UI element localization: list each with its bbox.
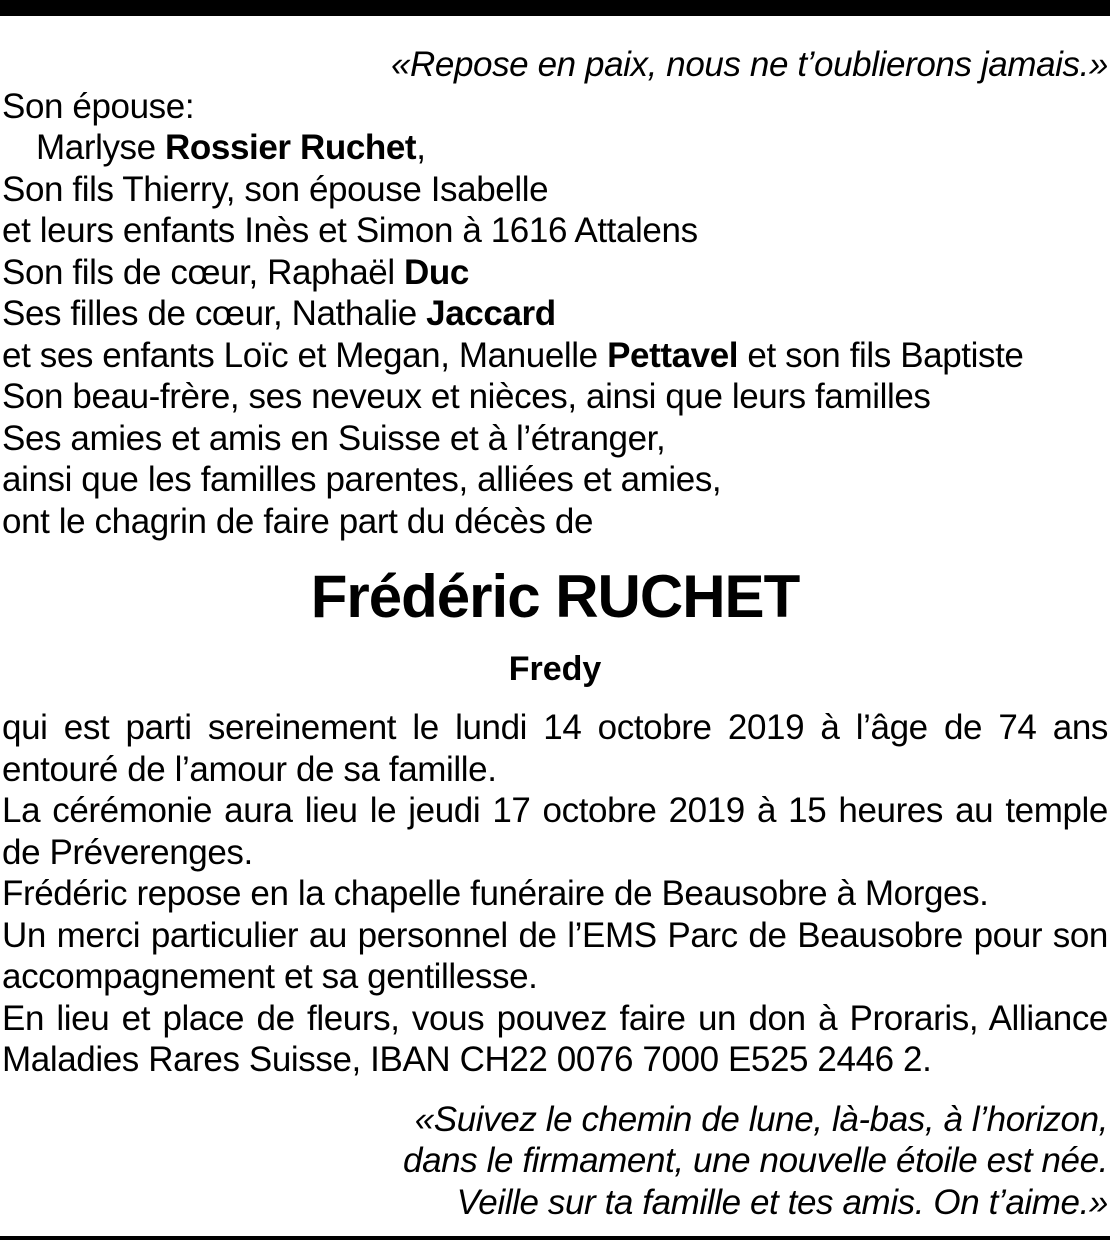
family-line-11: ont le chagrin de faire part du décès de <box>2 501 594 541</box>
family-line-5 <box>2 252 1108 294</box>
family-line-8: Son beau-frère, ses neveux et nièces, ainsi que leurs familles <box>2 377 931 416</box>
notice-body <box>2 707 1108 1081</box>
family-line-6 <box>2 293 1108 335</box>
paragraph-donation: En lieu et place de fleurs, vous pouvez faire un don à Proraris, Alliance Maladies Rares Suisse, IBAN CH22 0076 7000 E525 2446 2. <box>2 998 1108 1079</box>
family-line-7-surname: Pettavel <box>607 335 739 375</box>
family-line-7-prefix: et ses enfants Loïc et Megan, Manuelle <box>2 335 608 375</box>
closing-quote-line-2: dans le firmament, une nouvelle étoile est née. <box>403 1141 1108 1180</box>
closing-quote-line-1: «Suivez le chemin de lune, là-bas, à l’horizon, <box>414 1099 1108 1139</box>
family-line-7-suffix: et son fils Baptiste <box>738 335 1024 375</box>
paragraph-chapel: Frédéric repose en la chapelle funéraire de Beausobre à Morges. <box>2 874 989 913</box>
spouse-surname: Rossier Ruchet <box>165 128 417 167</box>
family-line-2-suffix: , <box>416 128 426 167</box>
family-line-5-surname: Duc <box>404 252 469 292</box>
paragraph-ceremony: La cérémonie aura lieu le jeudi 17 octobre 2019 à 15 heures au temple de Préverenges. <box>2 791 1108 872</box>
family-line-2 <box>2 127 1108 169</box>
paragraph-passing: qui est parti sereinement le lundi 14 octobre 2019 à l’âge de 74 ans entouré de l’amour de sa famille. <box>2 708 1108 789</box>
deceased-name: Frédéric RUCHET <box>310 563 800 630</box>
family-list <box>2 86 1108 543</box>
family-line-4: et leurs enfants Inès et Simon à 1616 Attalens <box>2 211 698 250</box>
deceased-nickname: Fredy <box>508 650 602 688</box>
closing-quote <box>2 1099 1108 1224</box>
opening-quote: «Repose en paix, nous ne t’oublierons jamais.» <box>390 45 1108 84</box>
family-line-6-prefix: Ses filles de cœur, Nathalie <box>2 294 427 333</box>
family-line-9: Ses amies et amis en Suisse et à l’étranger, <box>2 418 666 458</box>
family-line-7 <box>2 335 1108 377</box>
family-line-6-surname: Jaccard <box>426 294 556 333</box>
top-rule <box>0 0 1110 16</box>
family-line-10: ainsi que les familles parentes, alliées et amies, <box>2 460 722 499</box>
family-line-2-prefix: Marlyse <box>36 128 166 167</box>
family-line-5-prefix: Son fils de cœur, Raphaël <box>2 252 405 292</box>
obituary-notice <box>2 44 1108 1223</box>
bottom-rule <box>0 1236 1110 1240</box>
family-line-3: Son fils Thierry, son épouse Isabelle <box>2 169 549 209</box>
family-line-1: Son épouse: <box>2 86 195 126</box>
closing-quote-line-3: Veille sur ta famille et tes amis. On t’aime.» <box>456 1182 1108 1222</box>
paragraph-thanks: Un merci particulier au personnel de l’EMS Parc de Beausobre pour son accompagnement et sa gentillesse. <box>2 915 1108 996</box>
